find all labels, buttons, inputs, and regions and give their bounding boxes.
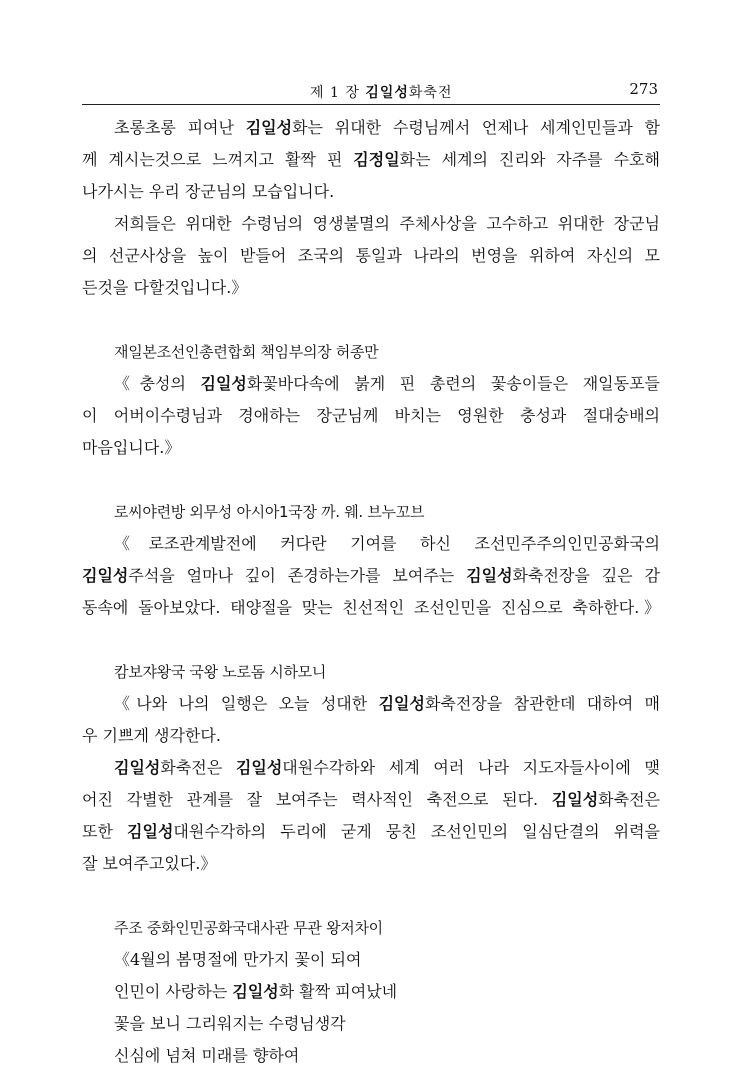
text-line: 어진 각별한 관계를 잘 보여주는 력사적인 축전으로 된다. 김일성화축전은 — [82, 790, 660, 809]
text-line: 저희들은 위대한 수령님의 영생불멸의 주체사상을 고수하고 위대한 장군님 — [114, 214, 660, 233]
speaker-attribution: 주조 중화인민공화국대사관 무관 왕저차이 — [114, 919, 383, 937]
text-line: 동속에 돌아보았다. 태양절을 맞는 친선적인 조선인민을 진심으로 축하한다.》 — [82, 598, 660, 617]
poem-line: 인민이 사랑하는 김일성화 활짝 피여났네 — [114, 982, 398, 1001]
speaker-attribution: 재일본조선인총련합회 책임부의장 허종만 — [114, 343, 379, 361]
text-line: 《나와 나의 일행은 오늘 성대한 김일성화축전장을 참관한데 대하여 매 — [114, 694, 660, 713]
text-line: 《로조관계발전에 커다란 기여를 하신 조선민주주의인민공화국의 — [114, 534, 660, 553]
page-number: 273 — [629, 80, 658, 98]
poem-line: 신심에 넘쳐 미래를 향하여 — [114, 1046, 300, 1065]
chapter-title: 제 1 장 김일성화축전 — [310, 85, 453, 101]
text-line: 우 기쁘게 생각한다. — [82, 726, 221, 745]
text-line: 《충성의 김일성화꽃바다속에 붉게 핀 총련의 꽃송이들은 재일동포들 — [114, 374, 660, 393]
text-line: 잘 보여주고있다.》 — [82, 854, 217, 873]
speaker-attribution: 로씨야련방 외무성 아시아1국장 까. 웨. 브누꼬브 — [114, 503, 425, 521]
poem-line: 《4월의 봄명절에 만가지 꽃이 되여 — [114, 950, 362, 969]
text-line: 또한 김일성대원수각하의 두리에 굳게 뭉친 조선인민의 일심단결의 위력을 — [82, 822, 661, 841]
text-line: 김일성화축전은 김일성대원수각하와 세계 여러 나라 지도자들사이에 맺 — [114, 758, 660, 777]
text-line: 의 선군사상을 높이 받들어 조국의 통일과 나라의 번영을 위하여 자신의 모 — [82, 246, 660, 265]
poem-line: 꽃을 보니 그리워지는 수령님생각 — [114, 1014, 346, 1033]
text-line: 초롱초롱 피여난 김일성화는 위대한 수령님께서 언제나 세계인민들과 함 — [114, 118, 660, 137]
text-line: 김일성주석을 얼마나 깊이 존경하는가를 보여주는 김일성화축전장을 깊은 감 — [82, 566, 661, 585]
text-line: 이 어버이수령님과 경애하는 장군님께 바치는 영원한 충성과 절대숭배의 — [82, 406, 660, 425]
text-line: 마음입니다.》 — [82, 438, 181, 457]
speaker-attribution: 캄보쟈왕국 국왕 노로돔 시하모니 — [114, 663, 327, 681]
text-line: 나가시는 우리 장군님의 모습입니다. — [82, 182, 335, 201]
page-body — [82, 112, 660, 1072]
text-line: 든것을 다할것입니다.》 — [82, 278, 248, 297]
text-line: 께 계시는것으로 느껴지고 활짝 핀 김정일화는 세계의 진리와 자주를 수호해 — [82, 150, 660, 169]
page-header — [82, 76, 660, 105]
